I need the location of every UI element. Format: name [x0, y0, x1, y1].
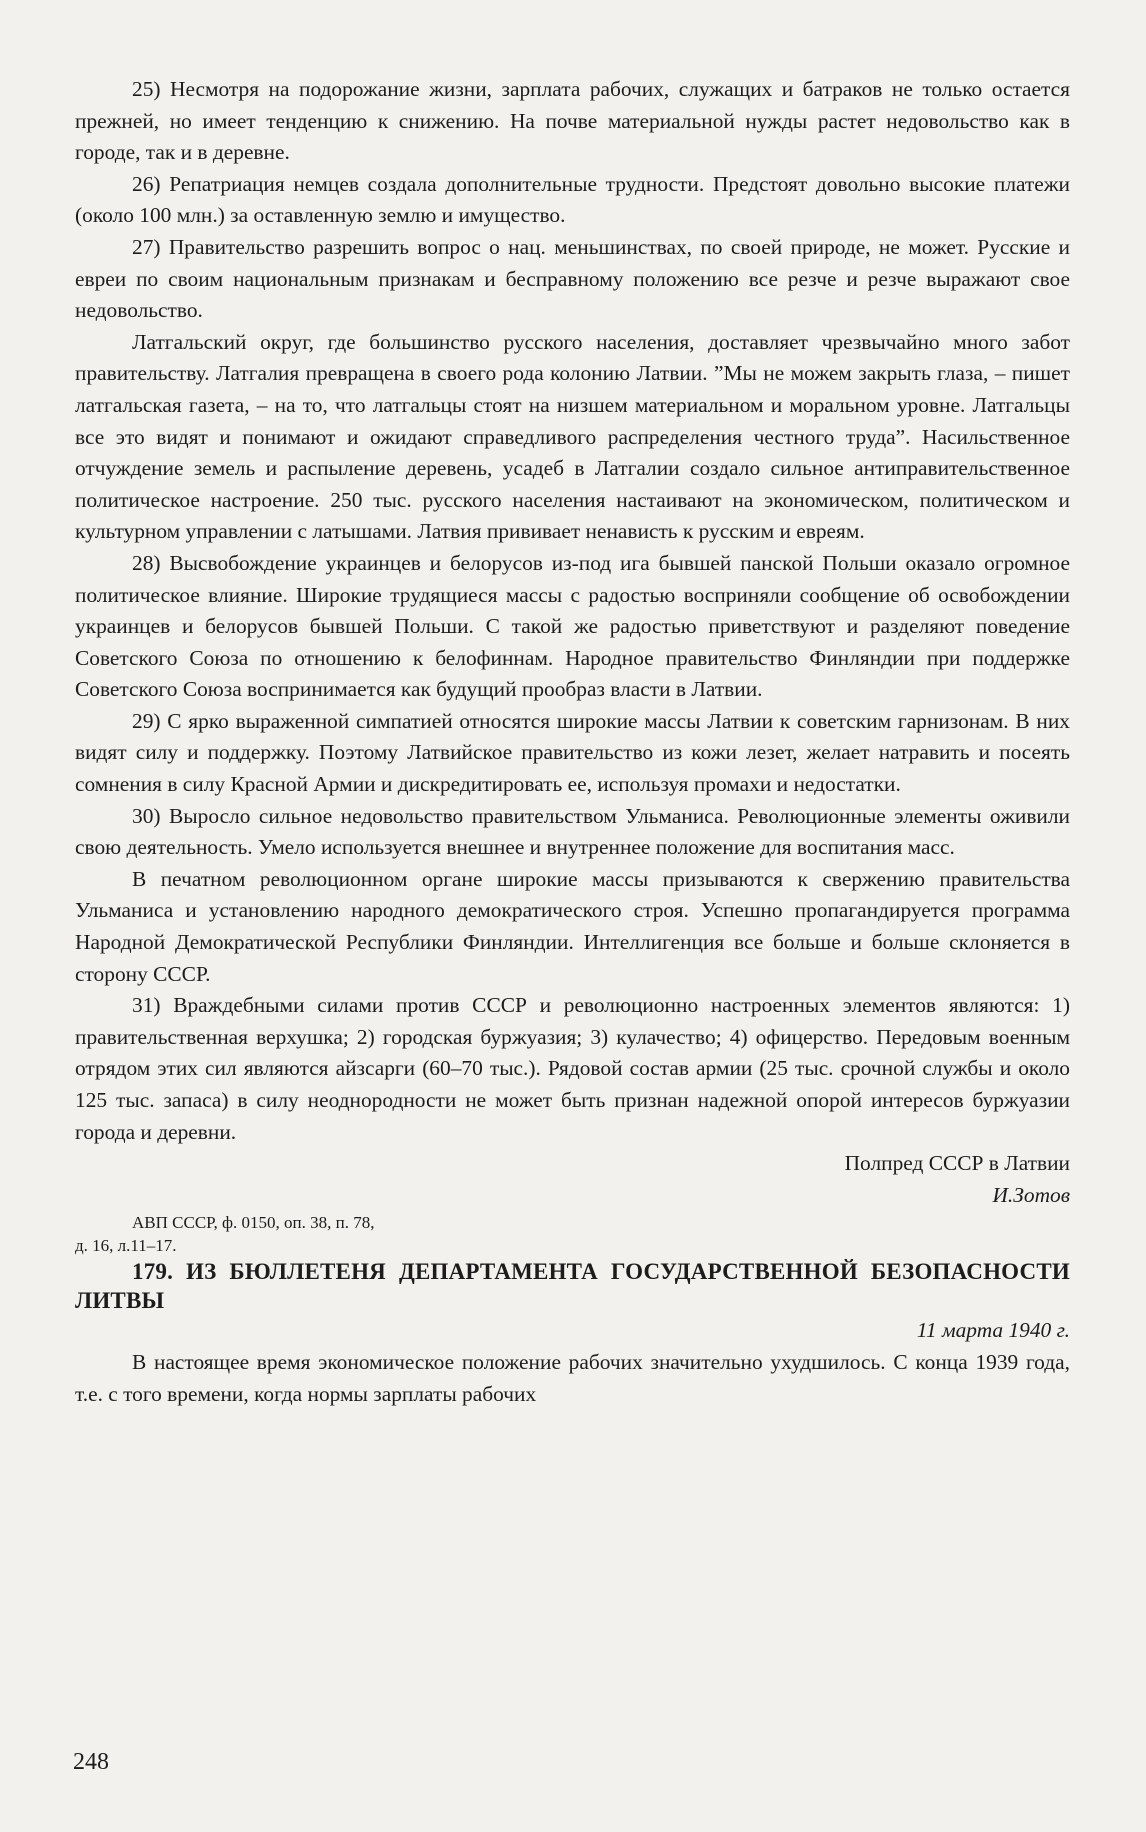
paragraph-26: 26) Репатриация немцев создала дополнительные трудности. Предстоят довольно высокие платежи (около 100 млн.) за оставленную землю и имущество. — [75, 171, 1070, 228]
page-number: 248 — [73, 1749, 109, 1775]
document-title: 179. ИЗ БЮЛЛЕТЕНЯ ДЕПАРТАМЕНТА ГОСУДАРСТВЕННОЙ БЕЗОПАСНОСТИ ЛИТВЫ — [75, 1259, 1070, 1314]
archive-reference — [75, 1211, 435, 1257]
paragraph-28: 28) Высвобождение украинцев и белорусов из-под ига бывшей панской Польши оказало огромное политическое влияние. Широкие трудящиеся массы с радостью восприняли сообщение об освобождении украинцев и белорусов бывшей Польши. С такой же радостью приветствуют и разделяют поведение Советского Союза по отношению к белофиннам. Народное правительство Финляндии при поддержке Советского Союза воспринимается как будущий прообраз власти в Латвии. — [75, 550, 1070, 702]
main-text — [75, 74, 1070, 1410]
signature-block — [75, 1148, 1070, 1211]
paragraph-27: 27) Правительство разрешить вопрос о нац. меньшинствах, по своей природе, не может. Русские и евреи по своим национальным признакам и бесправному положению все резче и резче выражают свое недовольство. — [75, 234, 1070, 323]
paragraph-25: 25) Несмотря на подорожание жизни, зарплата рабочих, служащих и батраков не только остается прежней, но имеет тенденцию к снижению. На почве материальной нужды растет недовольство как в городе, так и в деревне. — [75, 77, 1070, 165]
paragraph-press: В печатном революционном органе широкие массы призываются к свержению правительства Ульманиса и установлению народного демократического строя. Успешно пропагандируется программа Народной Демократической Республики Финляндии. Интеллигенция все больше и больше склоняется в сторону СССР. — [75, 866, 1070, 986]
paragraph-31: 31) Враждебными силами против СССР и революционно настроенных элементов являются: 1) правительственная верхушка; 2) городская буржуазия; 3) кулачество; 4) офицерство. Передовым военным отрядом этих сил являются айзсарги (60–70 тыс.). Рядовой состав армии (25 тыс. срочной службы и около 125 тыс. запаса) в силу неоднородности не может быть признан надежной опорой интересов буржуазии города и деревни. — [75, 993, 1070, 1144]
paragraph-latgale: Латгальский округ, где большинство русского населения, доставляет чрезвычайно много забот правительству. Латгалия превращена в своего рода колонию Латвии. ”Мы не можем закрыть глаза, – пишет латгальская газета, – на то, что латгальцы стоят на низшем материальном и моральном уровне. Латгальцы все это видят и понимают и ожидают справедливого распределения честного труда”. Насильственное отчуждение земель и распыление деревень, усадеб в Латгалии создало сильное антиправительственное политическое настроение. 250 тыс. русского населения настаивают на экономическом, политическом и культурном управлении с латышами. Латвия прививает ненависть к русским и евреям. — [75, 329, 1070, 544]
archive-line-1: АВП СССР, ф. 0150, оп. 38, п. 78, — [132, 1213, 375, 1233]
signature-name: И.Зотов — [992, 1182, 1070, 1207]
signature-position: Полпред СССР в Латвии — [844, 1151, 1070, 1176]
paragraph-30: 30) Выросло сильное недовольство правительством Ульманиса. Революционные элементы оживили свою деятельность. Умело используется внешнее и внутреннее положение для воспитания масс. — [75, 803, 1070, 860]
document-first-paragraph: В настоящее время экономическое положение рабочих значительно ухудшилось. С конца 1939 года, т.е. с того времени, когда нормы зарплаты рабочих — [75, 1349, 1070, 1406]
paragraph-29: 29) С ярко выраженной симпатией относятся широкие массы Латвии к советским гарнизонам. В них видят силу и поддержку. Поэтому Латвийское правительство из кожи лезет, желает натравить и посеять сомнения в силу Красной Армии и дискредитировать ее, используя промахи и недостатки. — [75, 708, 1070, 797]
archive-line-2: д. 16, л.11–17. — [75, 1236, 177, 1256]
document-date: 11 марта 1940 г. — [916, 1318, 1070, 1343]
